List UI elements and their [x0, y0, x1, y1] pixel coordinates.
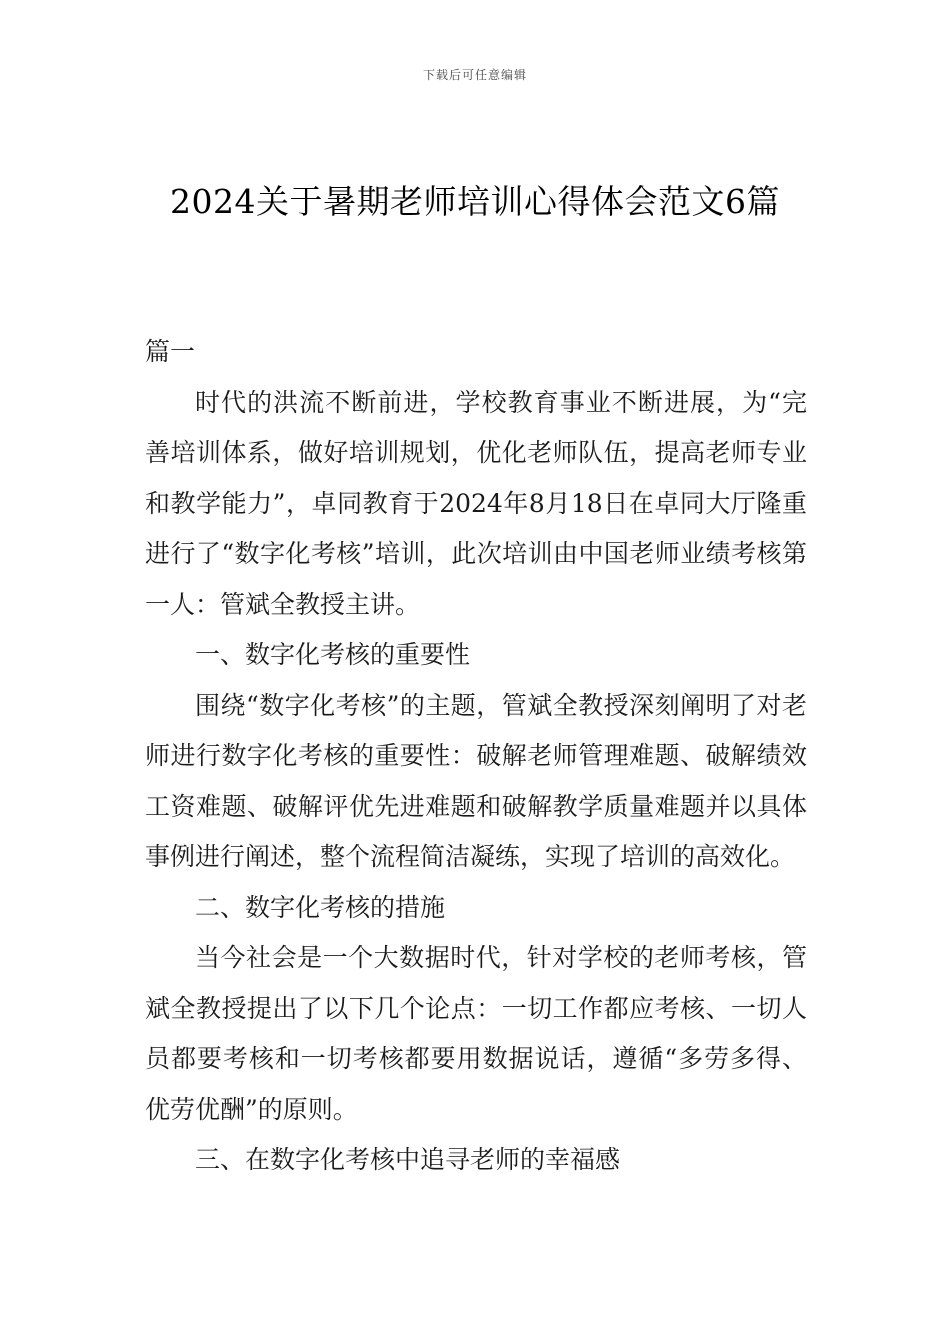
paragraph-intro: 时代的洪流不断前进，学校教育事业不断进展，为“完善培训体系，做好培训规划，优化老师队伍，提高老师专业和教学能力”，卓同教育于2024年8月18日在卓同大厅隆重进行了“数字化考核”培训，此次培训由中国老师业绩考核第一人：管斌全教授主讲。: [145, 387, 807, 619]
heading-happiness: 三、在数字化考核中追寻老师的幸福感: [195, 1145, 621, 1174]
heading-measures: 二、数字化考核的措施: [195, 892, 446, 922]
document-title: 2024关于暑期老师培训心得体会范文6篇: [170, 182, 780, 221]
paragraph-measures: 当今社会是一个大数据时代，针对学校的老师考核，管斌全教授提出了以下几个论点：一切工作都应考核、一切人员都要考核和一切考核都要用数据说话，遵循“多劳多得、优劳优酬”的原则。: [145, 943, 807, 1124]
paragraph-importance: 围绕“数字化考核”的主题，管斌全教授深刻阐明了对老师进行数字化考核的重要性：破解老师管理难题、破解绩效工资难题、破解评优先进难题和破解教学质量难题并以具体事例进行阐述，整个流程简洁凝练，实现了培训的高效化。: [145, 690, 807, 871]
header-note: 下载后可任意编辑: [422, 68, 527, 82]
heading-importance: 一、数字化考核的重要性: [195, 640, 471, 669]
section-label: 篇一: [145, 337, 196, 366]
document-body: [145, 327, 807, 1186]
